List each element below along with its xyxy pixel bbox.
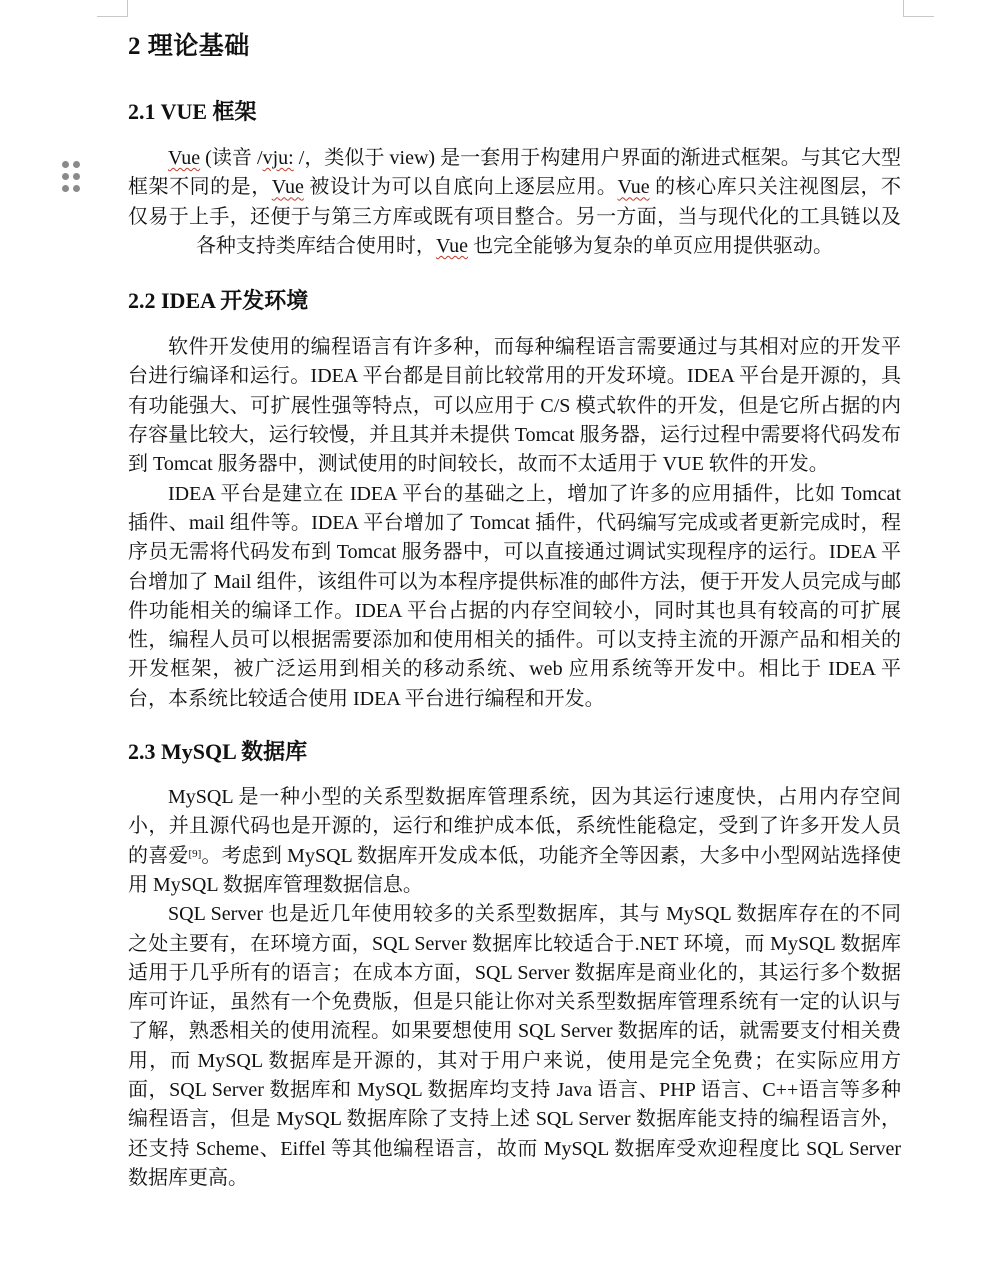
paragraph-idea-2[interactable]: IDEA 平台是建立在 IDEA 平台的基础之上，增加了许多的应用插件，比如 Tomcat 插件、mail 组件等。IDEA 平台增加了 Tomcat 插件，代码编写完成或者更新完成时，程序员无需将代码发布到 Tomcat 服务器中，可以直接通过调试实现程序的运行。IDEA 平台增加了 Mail 组件，该组件可以为本程序提供标准的邮件方法，便于开发人员完成与邮件功能相关的编译工作。IDEA 平台占据的内存空间较小，同时其也具有较高的可扩展性，编程人员可以根据需要添加和使用相关的插件。可以支持主流的开源产品和相关的开发框架，被广泛运用到相关的移动系统、web 应用系统等开发中。相比于 IDEA 平台，本系统比较适合使用 IDEA 平台进行编程和开发。 (128, 482, 901, 710)
page-corner-mark-top-left (97, 0, 128, 17)
chapter-title: 2 理论基础 (128, 33, 250, 60)
paragraph-idea-1[interactable]: 软件开发使用的编程语言有许多种，而每种编程语言需要通过与其相对应的开发平台进行编译和运行。IDEA 平台都是目前比较常用的开发环境。IDEA 平台是开源的，具有功能强大、可扩展性强等特点，可以应用于 C/S 模式软件的开发，但是它所占据的内存容量比较大，运行较慢，并且其并未提供 Tomcat 服务器，运行过程中需要将代码发布到 Tomcat 服务器中，测试使用的时间较长，故而不太适用于 VUE 软件的开发。 (128, 336, 901, 476)
spellcheck-word: Vue (271, 176, 304, 199)
drag-dot (62, 173, 69, 180)
drag-dot (73, 185, 80, 192)
drag-dot (62, 161, 69, 168)
section-heading-idea: 2.2 IDEA 开发环境 (128, 288, 309, 314)
text-run: 也完全能够为复杂的单页应用提供驱动。 (468, 234, 834, 257)
citation-ref[interactable]: [9] (188, 847, 202, 860)
text-run: MySQL 是一种小型的关系型数据库管理系统，因为其运行速度快，占用内存空间小，并且源代码也是开源的，运行和维护成本低，系统性能稳定，受到了许多开发人员的喜爱 (128, 786, 901, 867)
spellcheck-word: Vue (435, 234, 469, 257)
text-run: /，类似于 view) 是一套用于构建用户界面的渐进式框架。与其它大型框架不同的是， (128, 147, 902, 199)
paragraph-vue-intro[interactable] (128, 144, 901, 261)
drag-dot (62, 185, 69, 192)
drag-handle-icon[interactable] (62, 161, 80, 193)
text-run: 。考虑到 MySQL 数据库开发成本低，功能齐全等因素，大多中小型网站选择使用 MySQL 数据库管理数据信息。 (128, 844, 902, 896)
text-run: 的核心库只关注视图层，不仅易于上手，还便于与第三方库或既有项目整合。另一方面，当与现代化的工具链以及各种支持类库结合使用时， (128, 176, 902, 257)
page-corner-mark-top-right (903, 0, 934, 17)
spellcheck-word: Vue (617, 176, 650, 199)
drag-dot (73, 173, 80, 180)
section-heading-mysql: 2.3 MySQL 数据库 (128, 739, 308, 765)
text-run: 被设计为可以自底向上逐层应用。 (303, 176, 618, 199)
document-page[interactable] (128, 28, 901, 1193)
section-heading-vue: 2.1 VUE 框架 (128, 99, 257, 124)
spellcheck-word: vju: (262, 147, 294, 169)
paragraph-mysql-2[interactable]: SQL Server 也是近几年使用较多的关系型数据库，其与 MySQL 数据库存在的不同之处主要有，在环境方面，SQL Server 数据库比较适合于.NET 环境，而 MySQL 数据库适用于几乎所有的语言；在成本方面，SQL Server 数据库是商业化的，其运行多个数据库可许证，虽然有一个免费版，但是只能让你对关系型数据库管理系统有一定的认识与了解，熟悉相关的使用流程。如果要想使用 SQL Server 数据库的话，就需要支付相关费用，而 MySQL 数据库是开源的，其对于用户来说，使用是完全免费；在实际应用方面，SQL Server 数据库和 MySQL 数据库均支持 Java 语言、PHP 语言、C++语言等多种编程语言，但是 MySQL 数据库除了支持上述 SQL Server 数据库能支持的编程语言外，还支持 Scheme、Eiffel 等其他编程语言，故而 MySQL 数据库受欢迎程度比 SQL Server 数据库更高。 (128, 903, 901, 1189)
spellcheck-word: Vue (168, 147, 201, 169)
text-run: (读音 / (200, 147, 263, 169)
paragraph-mysql-1[interactable] (128, 783, 901, 900)
drag-dot (73, 161, 80, 168)
